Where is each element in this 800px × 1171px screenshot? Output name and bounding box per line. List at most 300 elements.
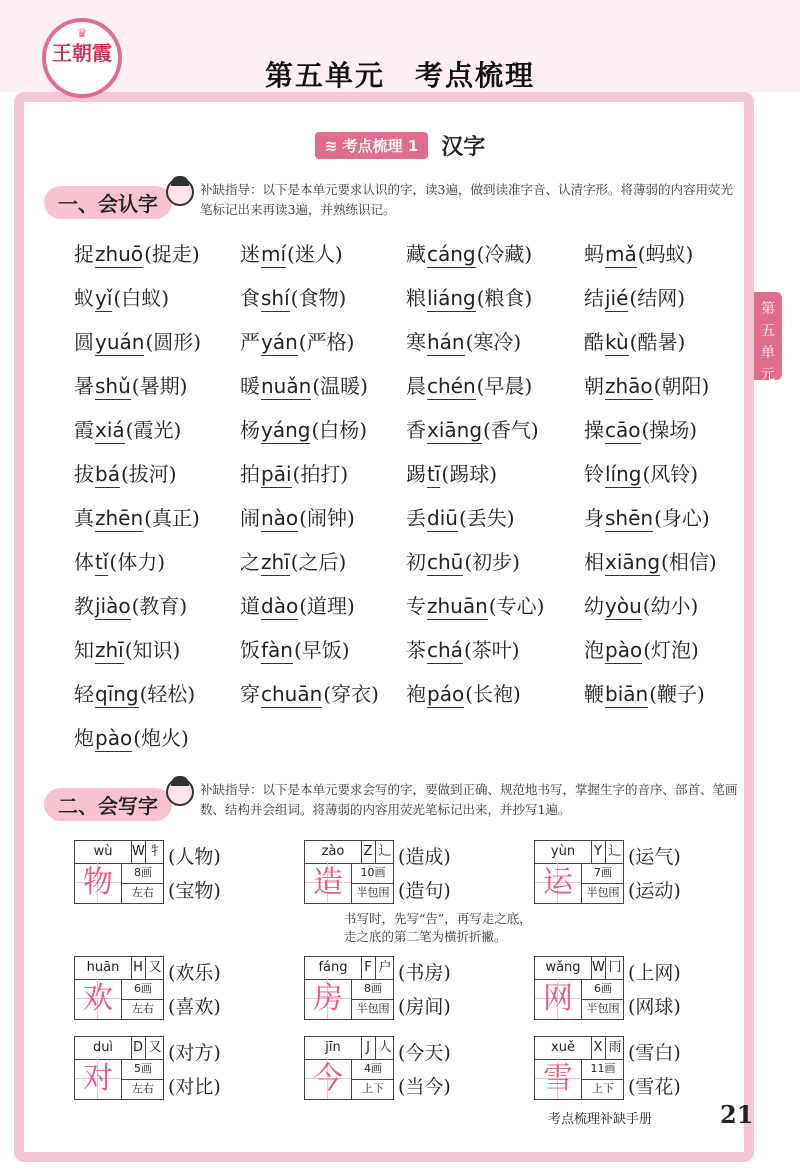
card-word: (房间) (398, 996, 451, 1018)
item-pinyin: zhī (95, 638, 124, 662)
item-word: (霞光) (125, 418, 182, 442)
item-word: (冷藏) (476, 242, 533, 266)
item-character: 暑 (74, 374, 94, 398)
item-pinyin: kù (605, 330, 629, 354)
card-radical: 辶 (375, 841, 394, 863)
character-info-row (535, 841, 623, 864)
item-character: 朝 (584, 374, 604, 398)
card-words (628, 840, 681, 908)
item-pinyin: tǐ (95, 550, 109, 574)
character-card (534, 1036, 774, 1106)
item-character: 结 (584, 286, 604, 310)
item-character: 严 (240, 330, 260, 354)
item-character: 酷 (584, 330, 604, 354)
card-pinyin: jīn (325, 1040, 341, 1055)
item-character: 袍 (406, 682, 426, 706)
card-pinyin: yùn (550, 844, 576, 859)
character-info-row (305, 1037, 393, 1060)
card-initial: W (591, 957, 604, 979)
item-word: (粮食) (476, 286, 533, 310)
item-character: 之 (240, 550, 260, 574)
recognize-item (406, 500, 584, 536)
item-word: (寒冷) (465, 330, 522, 354)
item-word: (风铃) (642, 462, 699, 486)
side-tab-char: 单 (761, 345, 775, 361)
card-pinyin: duì (92, 1040, 114, 1055)
item-pinyin: biān (605, 682, 649, 706)
character-box (304, 1036, 394, 1100)
item-character: 道 (240, 594, 260, 618)
recognize-item (584, 676, 754, 712)
item-pinyin: xiá (95, 418, 125, 442)
recognize-item (584, 456, 754, 492)
item-pinyin: cāo (605, 418, 641, 442)
item-pinyin: zhēn (95, 506, 144, 530)
item-character: 闹 (240, 506, 260, 530)
recognize-item (584, 544, 754, 580)
item-word: (早晨) (476, 374, 533, 398)
item-character: 操 (584, 418, 604, 442)
item-word: (炮火) (133, 726, 189, 750)
side-tab-char: 元 (761, 367, 775, 383)
item-pinyin: pāi (261, 462, 292, 486)
item-pinyin: líng (605, 462, 642, 486)
recognize-item (406, 412, 584, 448)
item-word: (初步) (464, 550, 520, 574)
card-initial: F (361, 957, 374, 979)
item-word: (丢失) (458, 506, 515, 530)
item-pinyin: shēn (605, 506, 654, 530)
card-stroke-count: 8画 (351, 979, 394, 1000)
item-character: 霞 (74, 418, 94, 442)
item-pinyin: cáng (427, 242, 476, 266)
character-info-row (535, 957, 623, 980)
item-pinyin: shí (261, 286, 290, 310)
item-character: 蚂 (584, 242, 604, 266)
item-pinyin: zhī (261, 550, 290, 574)
item-pinyin: jié (605, 286, 629, 310)
writing-note (344, 910, 532, 946)
item-character: 知 (74, 638, 94, 662)
recognize-item (240, 676, 406, 712)
card-words (628, 956, 681, 1024)
item-pinyin: chū (427, 550, 464, 574)
item-word: (知识) (124, 638, 181, 662)
item-character: 初 (406, 550, 426, 574)
card-structure: 上下 (351, 1079, 394, 1099)
card-words (168, 1036, 221, 1104)
recognize-item (74, 412, 240, 448)
card-stroke-count: 5画 (121, 1059, 164, 1080)
item-word: (早饭) (293, 638, 350, 662)
card-stroke-count: 7画 (581, 863, 624, 884)
recognize-item (74, 368, 240, 404)
recognize-item (74, 632, 240, 668)
card-word: (造句) (398, 880, 451, 902)
card-structure: 半包围 (581, 999, 624, 1019)
card-radical: 户 (375, 957, 394, 979)
item-word: (真正) (144, 506, 200, 530)
item-word: (茶叶) (463, 638, 520, 662)
writing-note-line: 走之底的第二笔为横折折撇。 (344, 929, 507, 944)
character-card (534, 840, 774, 910)
card-initial: H (131, 957, 144, 979)
recognize-item (406, 544, 584, 580)
card-words (628, 1036, 681, 1104)
recognize-item (406, 368, 584, 404)
item-pinyin: liáng (427, 286, 476, 310)
card-word: (雪花) (628, 1076, 681, 1098)
item-word: (结网) (629, 286, 686, 310)
card-word: (对比) (168, 1076, 221, 1098)
item-pinyin: jiào (95, 594, 131, 618)
card-character: 造 (305, 863, 351, 903)
part1-label: 一、会认字 (44, 186, 172, 219)
recognize-item (240, 236, 406, 272)
card-stroke-count: 6画 (581, 979, 624, 1000)
item-word: (温暖) (312, 374, 368, 398)
card-initial: D (131, 1037, 144, 1059)
item-pinyin: yòu (605, 594, 642, 618)
unit-side-tab (754, 292, 782, 383)
page-title: 第五单元 考点梳理 (264, 59, 535, 92)
recognize-item (74, 456, 240, 492)
recognize-item (74, 544, 240, 580)
card-word: (欢乐) (168, 962, 221, 984)
item-character: 相 (584, 550, 604, 574)
item-word: (朝阳) (653, 374, 710, 398)
card-structure: 左右 (121, 883, 164, 903)
section-title: 汉字 (441, 135, 486, 160)
character-box (534, 1036, 624, 1100)
item-character: 铃 (584, 462, 604, 486)
item-word: (灯泡) (643, 638, 699, 662)
card-stroke-count: 8画 (121, 863, 164, 884)
card-word: (运气) (628, 846, 681, 868)
item-character: 专 (406, 594, 426, 618)
character-card (304, 1036, 544, 1106)
card-structure: 左右 (121, 1079, 164, 1099)
item-pinyin: qīng (95, 682, 139, 706)
card-radical: 人 (375, 1037, 394, 1059)
item-pinyin: tī (427, 462, 441, 486)
card-radical: 牜 (145, 841, 164, 863)
card-word: (雪白) (628, 1042, 681, 1064)
item-character: 鞭 (584, 682, 604, 706)
recognize-item (584, 280, 754, 316)
item-pinyin: pào (95, 726, 133, 750)
item-word: (食物) (290, 286, 347, 310)
item-pinyin: pào (605, 638, 643, 662)
card-word: (对方) (168, 1042, 221, 1064)
card-stroke-count: 10画 (351, 863, 394, 884)
character-info-row (305, 957, 393, 980)
item-word: (幼小) (642, 594, 699, 618)
item-pinyin: mǎ (605, 242, 637, 266)
recognize-item (240, 368, 406, 404)
item-character: 拔 (74, 462, 94, 486)
recognize-item (74, 280, 240, 316)
card-initial: Y (591, 841, 604, 863)
recognize-item (584, 632, 754, 668)
item-pinyin: zhuō (95, 242, 144, 266)
card-radical: 辶 (605, 841, 624, 863)
part2-hint: 补缺指导：以下是本单元要求会写的字，要做到正确、规范地书写，掌握生字的音序、部首、笔画数、结构并会组词。将薄弱的内容用荧光笔标记出来，并抄写1遍。 (200, 782, 738, 817)
item-word: (相信) (661, 550, 717, 574)
item-word: (蚂蚁) (637, 242, 694, 266)
card-stroke-count: 4画 (351, 1059, 394, 1080)
card-radical: 又 (145, 957, 164, 979)
card-word: (宝物) (168, 880, 221, 902)
card-word: (书房) (398, 962, 451, 984)
card-character: 雪 (535, 1059, 581, 1099)
character-card (74, 956, 314, 1026)
card-character: 网 (535, 979, 581, 1019)
character-info-row (535, 1037, 623, 1060)
item-word: (酷暑) (629, 330, 686, 354)
character-info-row (75, 957, 163, 980)
item-pinyin: hán (427, 330, 465, 354)
card-stroke-count: 11画 (581, 1059, 624, 1080)
item-character: 迷 (240, 242, 260, 266)
writing-note-line: 书写时，先写“告”，再写走之底， (344, 911, 532, 926)
item-character: 教 (74, 594, 94, 618)
student-avatar-icon (166, 778, 194, 806)
item-word: (鞭子) (649, 682, 705, 706)
card-word: (上网) (628, 962, 681, 984)
recognize-item (406, 280, 584, 316)
item-word: (严格) (298, 330, 355, 354)
item-pinyin: dào (261, 594, 299, 618)
item-character: 饭 (240, 638, 260, 662)
card-character: 今 (305, 1059, 351, 1099)
card-structure: 半包围 (351, 999, 394, 1019)
item-pinyin: zhuān (427, 594, 488, 618)
item-word: (操场) (641, 418, 698, 442)
item-character: 幼 (584, 594, 604, 618)
item-word: (拍打) (292, 462, 349, 486)
recognize-item (240, 412, 406, 448)
recognize-item (74, 588, 240, 624)
item-pinyin: chén (427, 374, 476, 398)
item-word: (踢球) (441, 462, 498, 486)
item-word: (轻松) (139, 682, 196, 706)
card-pinyin: zào (321, 844, 345, 859)
item-pinyin: shǔ (95, 374, 131, 398)
recognize-item (240, 588, 406, 624)
item-character: 体 (74, 550, 94, 574)
item-word: (长袍) (465, 682, 521, 706)
card-radical: 又 (145, 1037, 164, 1059)
section-badge: ≋ 考点梳理 1 (315, 132, 428, 159)
item-pinyin: chuān (261, 682, 323, 706)
item-character: 泡 (584, 638, 604, 662)
character-card (534, 956, 774, 1026)
recognize-item (74, 720, 240, 756)
card-word: (网球) (628, 996, 681, 1018)
section-heading (0, 130, 800, 161)
card-radical: 雨 (605, 1037, 624, 1059)
item-character: 炮 (74, 726, 94, 750)
card-initial: X (591, 1037, 604, 1059)
item-character: 踢 (406, 462, 426, 486)
card-words (168, 840, 221, 908)
character-card (304, 840, 544, 910)
item-word: (香气) (483, 418, 539, 442)
part1-hint: 补缺指导：以下是本单元要求认识的字，读3遍，做到读准字音、认清字形。将薄弱的内容用荧光笔标记出来再读3遍，并熟练识记。 (200, 182, 733, 217)
part2-label: 二、会写字 (44, 788, 172, 821)
card-pinyin: fáng (318, 960, 348, 975)
item-character: 圆 (74, 330, 94, 354)
item-character: 藏 (406, 242, 426, 266)
item-word: (白蚁) (113, 286, 170, 310)
item-word: (专心) (488, 594, 545, 618)
character-box (304, 840, 394, 904)
character-box (304, 956, 394, 1020)
card-pinyin: wǎng (545, 960, 581, 975)
card-pinyin: xuě (551, 1040, 575, 1055)
recognize-item (74, 676, 240, 712)
item-character: 轻 (74, 682, 94, 706)
item-character: 食 (240, 286, 260, 310)
card-word: (运动) (628, 880, 681, 902)
item-character: 真 (74, 506, 94, 530)
item-pinyin: nào (261, 506, 299, 530)
character-box (534, 840, 624, 904)
recognize-item (406, 632, 584, 668)
item-pinyin: zhāo (605, 374, 653, 398)
item-character: 香 (406, 418, 426, 442)
item-pinyin: yuán (95, 330, 145, 354)
recognize-item (240, 500, 406, 536)
item-word: (道理) (299, 594, 355, 618)
character-info-row (75, 841, 163, 864)
character-info-row (305, 841, 393, 864)
card-words (168, 956, 221, 1024)
footer-text: 考点梳理补缺手册 (548, 1112, 653, 1127)
recognize-item (406, 324, 584, 360)
item-character: 穿 (240, 682, 260, 706)
recognize-item (240, 456, 406, 492)
character-box (534, 956, 624, 1020)
character-card (74, 840, 314, 910)
recognize-item (406, 588, 584, 624)
recognize-item (240, 324, 406, 360)
item-character: 身 (584, 506, 604, 530)
card-structure: 左右 (121, 999, 164, 1019)
item-character: 丢 (406, 506, 426, 530)
item-pinyin: bá (95, 462, 120, 486)
recognize-item (584, 500, 754, 536)
item-character: 拍 (240, 462, 260, 486)
card-pinyin: huān (86, 960, 120, 975)
item-word: (迷人) (287, 242, 343, 266)
item-character: 晨 (406, 374, 426, 398)
character-card (74, 1036, 314, 1106)
card-initial: Z (361, 841, 374, 863)
recognize-item (240, 544, 406, 580)
recognize-item (406, 676, 584, 712)
recognize-item (584, 588, 754, 624)
item-word: (闹钟) (299, 506, 355, 530)
logo-name: 王朝霞 (52, 41, 112, 65)
item-word: (拔河) (120, 462, 177, 486)
recognize-item (406, 456, 584, 492)
item-word: (圆形) (145, 330, 202, 354)
card-word: (人物) (168, 846, 221, 868)
side-tab-char: 第 (761, 301, 775, 317)
recognize-item (584, 368, 754, 404)
item-word: (穿衣) (323, 682, 379, 706)
character-card (304, 956, 544, 1026)
card-initial: W (131, 841, 144, 863)
crown-icon: ♛ (76, 26, 88, 40)
item-pinyin: yǐ (95, 286, 113, 310)
item-character: 粮 (406, 286, 426, 310)
card-words (398, 840, 451, 908)
card-word: (当今) (398, 1076, 451, 1098)
card-word: (今天) (398, 1042, 451, 1064)
card-radical: 冂 (605, 957, 624, 979)
item-pinyin: páo (427, 682, 465, 706)
recognize-item (584, 324, 754, 360)
character-box (74, 956, 164, 1020)
recognize-item (74, 500, 240, 536)
card-structure: 半包围 (351, 883, 394, 903)
student-avatar-icon (166, 178, 194, 206)
card-word: (喜欢) (168, 996, 221, 1018)
item-pinyin: yán (261, 330, 298, 354)
item-word: (体力) (109, 550, 166, 574)
card-structure: 半包围 (581, 883, 624, 903)
card-words (398, 1036, 451, 1104)
item-pinyin: chá (427, 638, 463, 662)
item-pinyin: xiāng (605, 550, 661, 574)
item-character: 暖 (240, 374, 260, 398)
recognize-item (74, 324, 240, 360)
item-character: 茶 (406, 638, 426, 662)
recognize-item (240, 280, 406, 316)
card-word: (造成) (398, 846, 451, 868)
item-character: 蚁 (74, 286, 94, 310)
recognize-item (584, 236, 754, 272)
card-pinyin: wù (93, 844, 113, 859)
recognize-item (74, 236, 240, 272)
recognize-item (584, 412, 754, 448)
item-pinyin: mí (261, 242, 287, 266)
item-character: 杨 (240, 418, 260, 442)
side-tab-char: 五 (761, 323, 775, 339)
item-word: (身心) (654, 506, 710, 530)
character-info-row (75, 1037, 163, 1060)
item-pinyin: xiāng (427, 418, 483, 442)
item-character: 捉 (74, 242, 94, 266)
item-character: 寒 (406, 330, 426, 354)
card-character: 对 (75, 1059, 121, 1099)
item-word: (教育) (131, 594, 188, 618)
card-character: 欢 (75, 979, 121, 1019)
item-pinyin: fàn (261, 638, 293, 662)
item-pinyin: diū (427, 506, 458, 530)
card-stroke-count: 6画 (121, 979, 164, 1000)
item-word: (捉走) (144, 242, 200, 266)
item-pinyin: yáng (261, 418, 311, 442)
item-word: (暑期) (131, 374, 188, 398)
card-structure: 上下 (581, 1079, 624, 1099)
card-character: 运 (535, 863, 581, 903)
card-character: 物 (75, 863, 121, 903)
recognize-item (240, 632, 406, 668)
